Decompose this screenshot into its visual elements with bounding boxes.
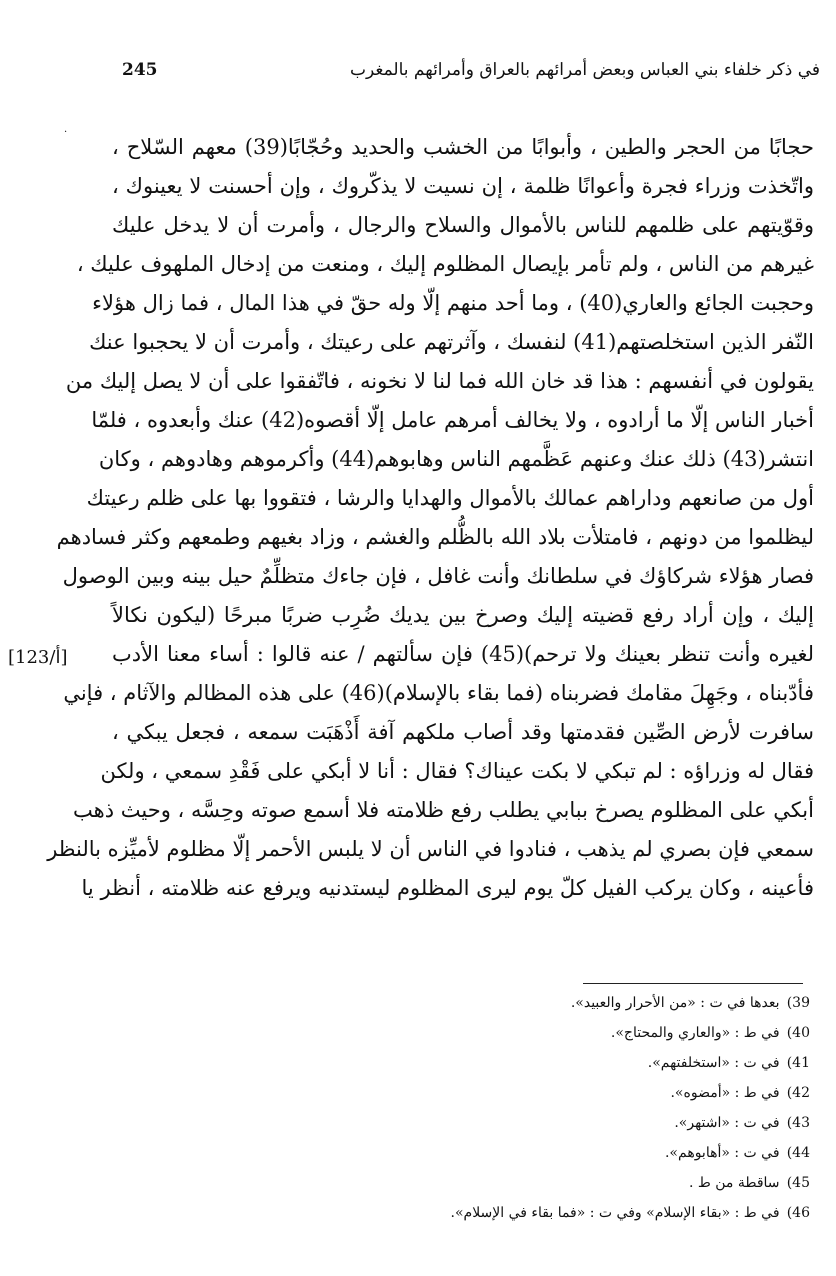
footnote-number: 46) bbox=[786, 1205, 810, 1221]
text-line: سمعي فإن بصري لم يذهب ، فنادوا في الناس أن لا يلبس الأحمر إلّا مظلوم لأميِّزه بالنظر bbox=[47, 837, 814, 861]
footnote bbox=[210, 1172, 810, 1196]
text-line: أخبار الناس إلّا ما أرادوه ، ولا يخالف أمرهم عامل إلّا أقصوه(42) عنك وأبعدوه ، فلمّا bbox=[91, 408, 814, 432]
text-line: فقال له وزراؤه : لم تبكي لا بكت عيناك؟ فقال : أنا لا أبكي على فَقْدِ سمعي ، ولكن bbox=[100, 759, 814, 783]
footnote-text: في ط : «والعاري والمحتاج». bbox=[610, 1025, 780, 1041]
text-line: ليظلموا من دونهم ، فامتلأت بلاد الله بالظُّلم والغشم ، وزاد بغيهم وطمعهم وكثر فسادهم bbox=[56, 525, 814, 549]
footnote-text: في ط : «بقاء الإسلام» وفي ت : «فما بقاء في الإسلام». bbox=[450, 1205, 780, 1221]
text-line: حجابًا من الحجر والطين ، وأبوابًا من الخشب والحديد وحُجّابًا(39) معهم السّلاح ، bbox=[112, 135, 814, 159]
chapter-title: في ذكر خلفاء بني العباس وبعض أمرائهم بالعراق وأمرائهم بالمغرب bbox=[350, 60, 820, 80]
footnote-text: في ت : «اشتهر». bbox=[674, 1115, 780, 1131]
text-line: أول من صانعهم وداراهم عمالك بالأموال والهدايا والرشا ، فتقووا بها على ظلم رعيتك bbox=[86, 486, 814, 510]
footnote bbox=[210, 1202, 810, 1226]
text-line: واتّخذت وزراء فجرة وأعوانًا ظلمة ، إن نسيت لا يذكّروك ، وإن أحسنت لا يعينوك ، bbox=[112, 174, 814, 198]
footnote-number: 44) bbox=[786, 1145, 810, 1161]
text-line: فأدّبناه ، وجَهِلَ مقامك فضربناه (فما بقاء بالإسلام)(46) على هذه المظالم والآثام ، فإني bbox=[63, 681, 814, 705]
text-line: وحجبت الجائع والعاري(40) ، وما أحد منهم إلّا وله حقّ في هذا المال ، فما زال هؤلاء bbox=[92, 291, 814, 315]
main-text bbox=[0, 117, 836, 917]
footnote-number: 41) bbox=[786, 1055, 810, 1071]
footnote bbox=[210, 1142, 810, 1166]
footnote-text: بعدها في ت : «من الأحرار والعبيد». bbox=[570, 995, 780, 1011]
text-line: سافرت لأرض الصِّين فقدمتها وقد أصاب ملكهم آفة أَذْهَبَت سمعه ، فجعل يبكي ، bbox=[112, 720, 814, 744]
footnote-number: 42) bbox=[786, 1085, 810, 1101]
text-line: أبكي على المظلوم يصرخ ببابي يطلب رفع ظلامته فلا أسمع صوته وحِسَّه ، وحيث ذهب bbox=[73, 798, 814, 822]
text-line: النّفر الذين استخلصتهم(41) لنفسك ، وآثرتهم على رعيتك ، وأمرت أن لا يحجبوا عنك bbox=[89, 330, 814, 354]
running-head bbox=[60, 60, 820, 90]
margin-dot: . bbox=[64, 124, 68, 135]
footnote-text: في ت : «أهابوهم». bbox=[664, 1145, 780, 1161]
text-line: يقولون في أنفسهم : هذا قد خان الله فما لنا لا نخونه ، فاتّفقوا على أن لا يصل إليك من bbox=[65, 369, 814, 393]
footnote-number: 45) bbox=[786, 1175, 810, 1191]
footnote-number: 43) bbox=[786, 1115, 810, 1131]
page-number: 245 bbox=[122, 60, 158, 80]
folio-marker: [123/أ] bbox=[8, 647, 68, 668]
footnote-text: في ط : «أمضوه». bbox=[670, 1085, 780, 1101]
footnote bbox=[210, 1052, 810, 1076]
footnote-divider bbox=[583, 983, 803, 984]
text-line: غيرهم من الناس ، ولم تأمر بإيصال المظلوم إليك ، ومنعت من إدخال الملهوف عليك ، bbox=[76, 252, 814, 276]
footnote bbox=[210, 1112, 810, 1136]
text-line: فأعينه ، وكان يركب الفيل كلّ يوم ليرى المظلوم ليستدنيه ويرفع عنه ظلامته ، أنظر يا bbox=[81, 876, 814, 900]
footnote bbox=[210, 1082, 810, 1106]
text-line: وقوّيتهم على ظلمهم للناس بالأموال والسلاح والرجال ، وأمرت أن لا يدخل عليك bbox=[112, 213, 814, 237]
footnote-number: 40) bbox=[786, 1025, 810, 1041]
text-line: إليك ، وإن أراد رفع قضيته إليك وصرخ بين يديك ضُرِب ضربًا مبرحًا (ليكون نكالاً bbox=[112, 603, 814, 627]
footnote-text: في ت : «استخلفتهم». bbox=[647, 1055, 780, 1071]
footnotes bbox=[0, 992, 836, 1242]
text-line: لغيره وأنت تنظر بعينك ولا ترحم)(45) فإن سألتهم / عنه قالوا : أساء معنا الأدب bbox=[112, 642, 814, 666]
text-line: فصار هؤلاء شركاؤك في سلطانك وأنت غافل ، فإن جاءك متظلِّمٌ حيل بينه وبين الوصول bbox=[62, 564, 814, 588]
text-line: انتشر(43) ذلك عنك وعنهم عَظَّمهم الناس وهابوهم(44) وأكرموهم وهادوهم ، وكان bbox=[98, 447, 814, 471]
footnote-number: 39) bbox=[786, 995, 810, 1011]
footnote-text: ساقطة من ط . bbox=[688, 1175, 780, 1191]
footnote bbox=[210, 992, 810, 1016]
footnote bbox=[210, 1022, 810, 1046]
